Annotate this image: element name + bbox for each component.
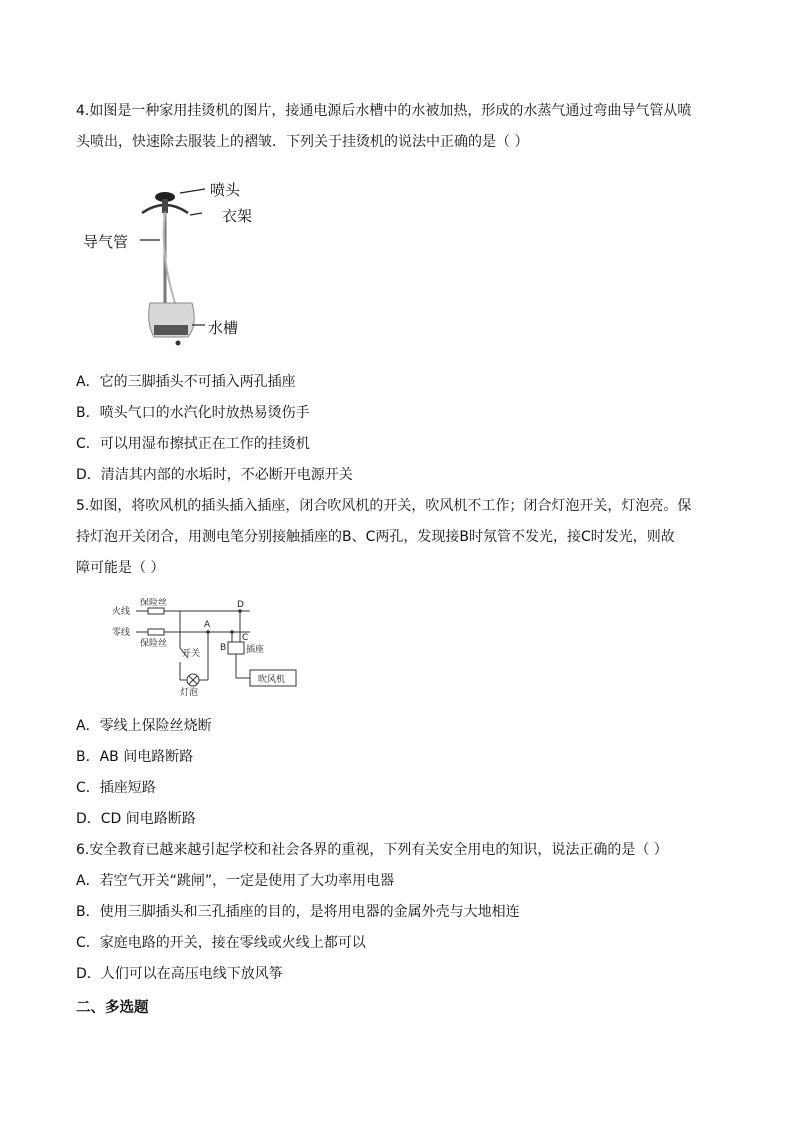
label-live-wire: 火线 [112, 607, 131, 617]
q6-option-d: D．人们可以在高压电线下放风筝 [76, 966, 283, 982]
label-point-b: B [220, 643, 227, 653]
q5-option-b: B．AB 间电路断路 [76, 749, 194, 765]
q6-option-a: A．若空气开关“跳闸”，一定是使用了大功率用电器 [76, 873, 395, 889]
garment-steamer-figure [80, 175, 260, 350]
label-nozzle: 喷头 [210, 181, 241, 199]
circuit-diagram [110, 598, 310, 698]
q6-option-b: B．使用三脚插头和三孔插座的目的，是将用电器的金属外壳与大地相连 [76, 904, 520, 920]
label-tank: 水槽 [208, 319, 239, 337]
label-dryer: 吹风机 [258, 675, 286, 685]
q6-stem: 6.安全教育已越来越引起学校和社会各界的重视，下列有关安全用电的知识，说法正确的是（ ） [76, 842, 668, 858]
q6-option-c: C．家庭电路的开关，接在零线或火线上都可以 [76, 935, 366, 951]
label-bulb: 灯泡 [180, 688, 199, 698]
label-point-d: D [237, 600, 244, 610]
q5-option-a: A．零线上保险丝烧断 [76, 718, 212, 734]
label-fuse-top: 保险丝 [140, 598, 168, 608]
label-fuse-bottom: 保险丝 [140, 639, 168, 649]
q5-option-d: D．CD 间电路断路 [76, 811, 196, 827]
label-hanger: 衣架 [222, 207, 253, 225]
label-neutral-wire: 零线 [112, 628, 131, 638]
label-pipe: 导气管 [83, 233, 129, 251]
label-point-a: A [204, 620, 211, 630]
q4-option-a: A．它的三脚插头不可插入两孔插座 [76, 374, 296, 390]
q5-option-c: C．插座短路 [76, 780, 156, 796]
q4-stem-line2: 头喷出，快速除去服装上的褶皱．下列关于挂烫机的说法中正确的是（ ） [76, 134, 529, 150]
q4-option-b: B．喷头气口的水汽化时放热易烫伤手 [76, 405, 310, 421]
q4-stem-line1: 4.如图是一种家用挂烫机的图片，接通电源后水槽中的水被加热，形成的水蒸气通过弯曲导气管从喷 [76, 103, 692, 119]
q5-stem-line3: 障可能是（ ） [76, 560, 165, 576]
label-point-c: C [242, 633, 249, 643]
q5-stem-line2: 持灯泡开关闭合，用测电笔分别接触插座的B、C两孔，发现接B时氖管不发光，接C时发光，则故 [76, 529, 675, 545]
label-switch: 开关 [182, 649, 201, 659]
q4-option-d: D．清洁其内部的水垢时，不必断开电源开关 [76, 467, 353, 483]
q5-stem-line1: 5.如图，将吹风机的插头插入插座，闭合吹风机的开关，吹风机不工作；闭合灯泡开关，灯泡亮。保 [76, 498, 692, 514]
section-heading-multiple-choice: 二、多选题 [76, 1000, 149, 1016]
label-socket: 插座 [246, 645, 265, 655]
q4-option-c: C．可以用湿布擦拭正在工作的挂烫机 [76, 436, 310, 452]
